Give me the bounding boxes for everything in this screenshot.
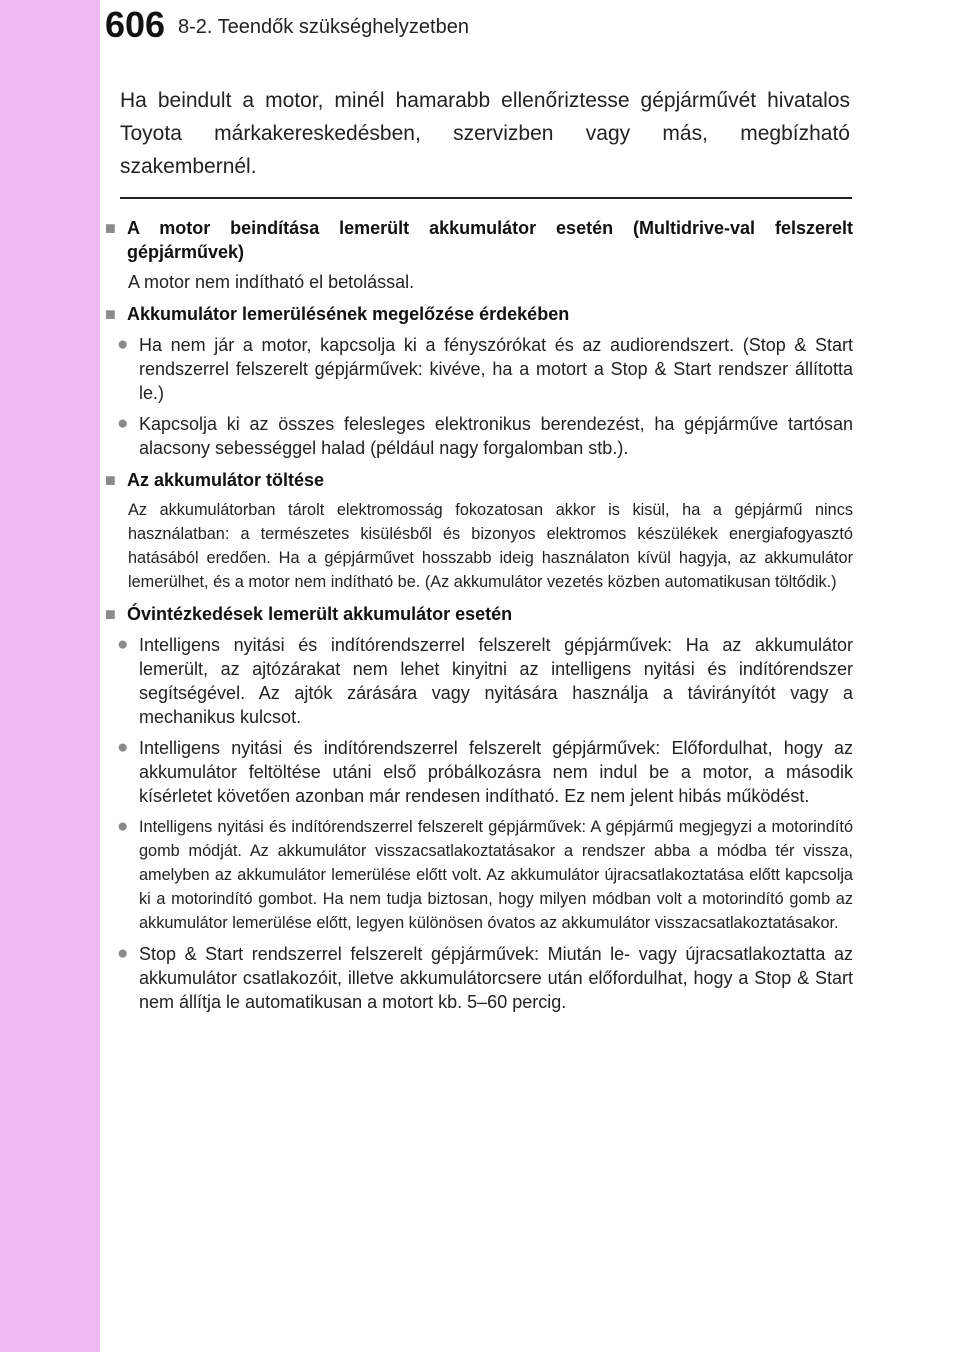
- chapter-tab-band: [0, 0, 100, 1352]
- section-heading: ■ Az akkumulátor töltése: [105, 470, 325, 490]
- list-item: ● Ha nem jár a motor, kapcsolja ki a fényszórókat és az audiorendszert. (Stop & Start rendszerrel felszerelt gépjárművek: kivéve, ha a motort a Stop & Start rendszer állította le.): [105, 333, 853, 405]
- list-item: ● Intelligens nyitási és indítórendszerrel felszerelt gépjárművek: Ha az akkumulátor lemerült, az ajtózárakat nem lehet kinyitni az intelligens nyitási és indítórendszer segítségével. Az ajtók zárására vagy nyitására használja a távirányítót vagy a mechanikus kulcsot.: [105, 633, 853, 729]
- section-heading: ■ A motor beindítása lemerült akkumulátor esetén (Multidrive-val felszerelt gépjárművek): [105, 218, 853, 262]
- square-bullet-icon: ■: [105, 470, 116, 490]
- circle-bullet-icon: ●: [117, 943, 129, 964]
- circle-bullet-icon: ●: [117, 334, 129, 355]
- list-item: ● Intelligens nyitási és indítórendszerrel felszerelt gépjárművek: A gépjármű megjegyzi a motorindító gomb módját. Az akkumulátor visszacsatlakoztatásakor a rendszer abba a módba tér vissza, amelyben az akkumulátor lemerülése előtt volt. Az akkumulátor újracsatlakoztatása előtt kapcsolja ki a motorindító gombot. Ha nem tudja biztosan, hogy milyen módban volt a motorindító gomb az akkumulátor lemerülése előtt, legyen különösen óvatos az akkumulátor visszacsatlakoztatásakor.: [105, 815, 853, 935]
- intro-paragraph: Ha beindult a motor, minél hamarabb ellenőriztesse gépjárművét hivatalos Toyota márkakereskedésben, szervizben vagy más, megbízható szakembernél.: [120, 89, 850, 178]
- content: [105, 208, 853, 1014]
- circle-bullet-icon: ●: [117, 816, 129, 837]
- section-precautions: [105, 602, 853, 1014]
- section-heading: ■ Akkumulátor lemerülésének megelőzése érdekében: [105, 304, 570, 324]
- square-bullet-icon: ■: [105, 218, 116, 238]
- section-body: Az akkumulátorban tárolt elektromosság fokozatosan akkor is kisül, ha a gépjármű nincs használatban: a természetes kisülésből és bizonyos elektromos készülékek energiafogyasztó hatásából eredően. Ha a gépjárművet hosszabb ideig használaton kívül hagyja, az akkumulátor lemerülhet, és a motor nem indítható be. (Az akkumulátor vezetés közben automatikusan töltődik.): [128, 501, 853, 591]
- section-divider: [120, 197, 852, 199]
- section-multidrive: [105, 216, 853, 294]
- circle-bullet-icon: ●: [117, 634, 129, 655]
- circle-bullet-icon: ●: [117, 413, 129, 434]
- section-body: A motor nem indítható el betolással.: [128, 272, 415, 292]
- page-number: 606: [105, 4, 166, 45]
- list-item: ● Stop & Start rendszerrel felszerelt gépjárművek: Miután le- vagy újracsatlakoztatta az akkumulátor csatlakozóit, illetve akkumulátorcsere után előfordulhat, hogy a Stop & Start nem állítja le automatikusan a motort kb. 5–60 percig.: [105, 942, 853, 1014]
- list-item: ● Kapcsolja ki az összes felesleges elektronikus berendezést, ha gépjárműve tartósan alacsony sebességgel halad (például nagy forgalomban stb.).: [105, 412, 853, 460]
- section-heading: ■ Óvintézkedések lemerült akkumulátor esetén: [105, 604, 513, 624]
- chapter-title: 8-2. Teendők szükséghelyzetben: [178, 16, 469, 38]
- section-battery-charging: [105, 468, 853, 594]
- list-item: ● Intelligens nyitási és indítórendszerrel felszerelt gépjárművek: Előfordulhat, hogy az akkumulátor feltöltése utáni első próbálkozásra nem indul be a motor, a második kísérletet követően azonban már rendesen indítható. Ez nem jelent hibás működést.: [105, 736, 853, 808]
- square-bullet-icon: ■: [105, 304, 116, 324]
- circle-bullet-icon: ●: [117, 737, 129, 758]
- square-bullet-icon: ■: [105, 604, 116, 624]
- section-prevent-discharge: [105, 302, 853, 460]
